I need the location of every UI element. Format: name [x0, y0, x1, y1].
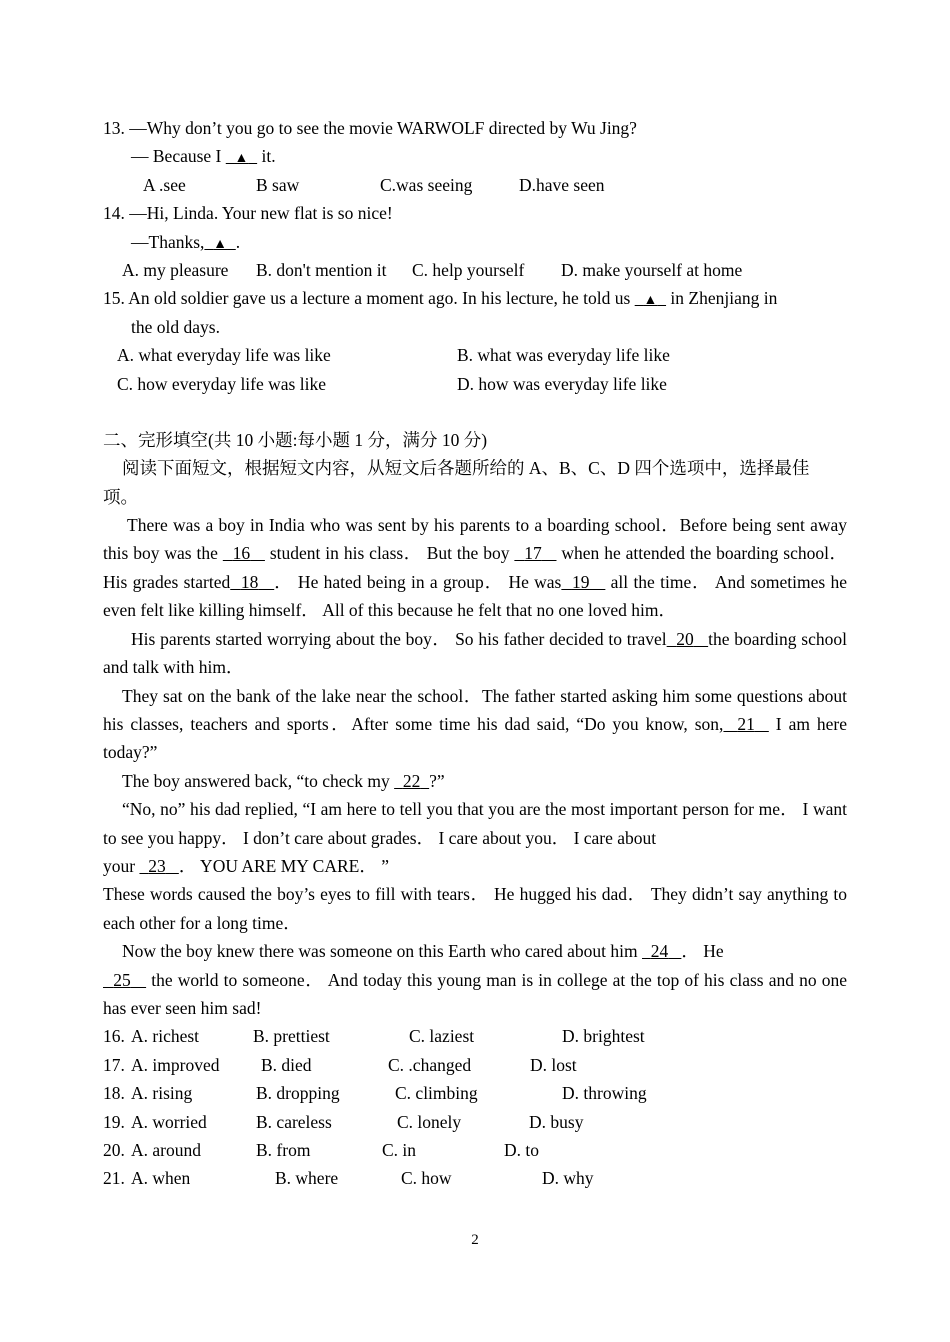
choice-row-20: 20. A. around B. from C. in D. to: [103, 1139, 539, 1160]
choice-row-17: 17. A. improved B. died C. .changed D. lost: [103, 1054, 577, 1075]
blank-18: 18: [240, 571, 259, 592]
q14-blank: ▲: [213, 236, 228, 252]
page-number: 2: [471, 1232, 479, 1248]
blank-24: 24: [650, 941, 669, 962]
blank-23: 23: [148, 855, 166, 876]
q15-option-c: C. how everyday life was like: [117, 373, 326, 394]
blank-16: 16: [232, 543, 251, 564]
q14-options: [103, 256, 847, 284]
passage-paragraph-7: Now the boy knew there was someone on this Earth who cared about him 24 ． He 25 the world to someone． And today this young man is in college at the top of his class and no one has ever seen him sad!: [103, 941, 848, 1018]
choice-row-16: 16. A. richest B. prettiest C. laziest D. brightest: [103, 1026, 645, 1047]
q13-options: [103, 171, 847, 199]
q15-option-a: A. what everyday life was like: [117, 345, 331, 366]
q15-blank: ▲: [643, 293, 658, 309]
q15-option-d: D. how was everyday life like: [457, 373, 667, 394]
blank-19: 19: [571, 571, 590, 592]
passage-paragraph-6: These words caused the boy’s eyes to fill with tears． He hugged his dad． They didn’t say anything to each other for a long time．: [103, 884, 847, 933]
section-instruction-cont: 项。: [103, 486, 138, 507]
q13-reply: — Because I ▲ it.: [131, 146, 276, 167]
section-instruction: 阅读下面短文，根据短文内容，从短文后各题所给的 A、B、C、D 四个选项中，选择最佳: [122, 458, 810, 479]
choice-row-19: 19. A. worried B. careless C. lonely D. busy: [103, 1111, 584, 1132]
q13-stem: 13. —Why don’t you go to see the movie WARWOLF directed by Wu Jing?: [103, 118, 637, 138]
choice-row-21: 21. A. when B. where C. how D. why: [103, 1168, 594, 1189]
q13-blank: ▲: [234, 151, 249, 167]
q14-stem: 14. —Hi, Linda. Your new flat is so nice!: [103, 203, 393, 224]
blank-25: 25: [113, 969, 131, 990]
q13-option-d: D.have seen: [519, 174, 605, 195]
blank-21: 21: [737, 713, 755, 734]
q15-stem-cont: the old days.: [131, 316, 220, 337]
passage-paragraph-2: His parents started worrying about the boy． So his father decided to travel 20 the boarding school and talk with him．: [103, 628, 847, 678]
q15-option-b: B. what was everyday life like: [457, 345, 670, 366]
blank-22: 22: [402, 770, 421, 791]
choice-row-18: 18. A. rising B. dropping C. climbing D. throwing: [103, 1083, 647, 1104]
q14-option-a: A. my pleasure: [122, 259, 229, 280]
passage-paragraph-1: There was a boy in India who was sent by his parents to a boarding school．Before being sent away this boy was the 16 student in his class． But the boy 17 when he attended the boarding school． His grades started 18 ． He hated being in a group． He was 19 all the time． And sometimes he even felt like killing himself． All of this because he felt that no one loved him．: [103, 515, 848, 621]
q15-options-row2: [103, 370, 847, 398]
q14-option-b: B. don't mention it: [256, 259, 387, 280]
q14-option-c: C. help yourself: [412, 259, 525, 280]
passage-paragraph-4: The boy answered back, “to check my 22 ?”: [122, 770, 445, 791]
q15-stem: 15. An old soldier gave us a lecture a moment ago. In his lecture, he told us ▲ in Zhenjiang in: [103, 288, 778, 309]
q14-reply: —Thanks, ▲ .: [131, 231, 241, 252]
blank-17: 17: [524, 543, 542, 564]
q13-option-a: A .see: [143, 174, 186, 195]
q15-options-row1: [103, 341, 847, 369]
q13-option-c: C.was seeing: [380, 174, 473, 195]
section-title: 二、完形填空(共 10 小题:每小题 1 分，满分 10 分): [103, 429, 488, 450]
blank-20: 20: [676, 628, 694, 649]
q13-option-b: B saw: [256, 174, 300, 195]
exam-page: [103, 114, 847, 1193]
q14-option-d: D. make yourself at home: [561, 259, 743, 280]
passage-paragraph-3: They sat on the bank of the lake near the school．The father started asking him some questions about his classes, teachers and sports．After some time his dad said, “Do you know, son, 21 I am here today?”: [103, 685, 848, 763]
passage-paragraph-5: “No, no” his dad replied, “I am here to tell you that you are the most important person for me． I want to see you happy． I don’t care about grades． I care about you． I care about your 23 ． YOU ARE MY CARE． ”: [103, 799, 847, 876]
